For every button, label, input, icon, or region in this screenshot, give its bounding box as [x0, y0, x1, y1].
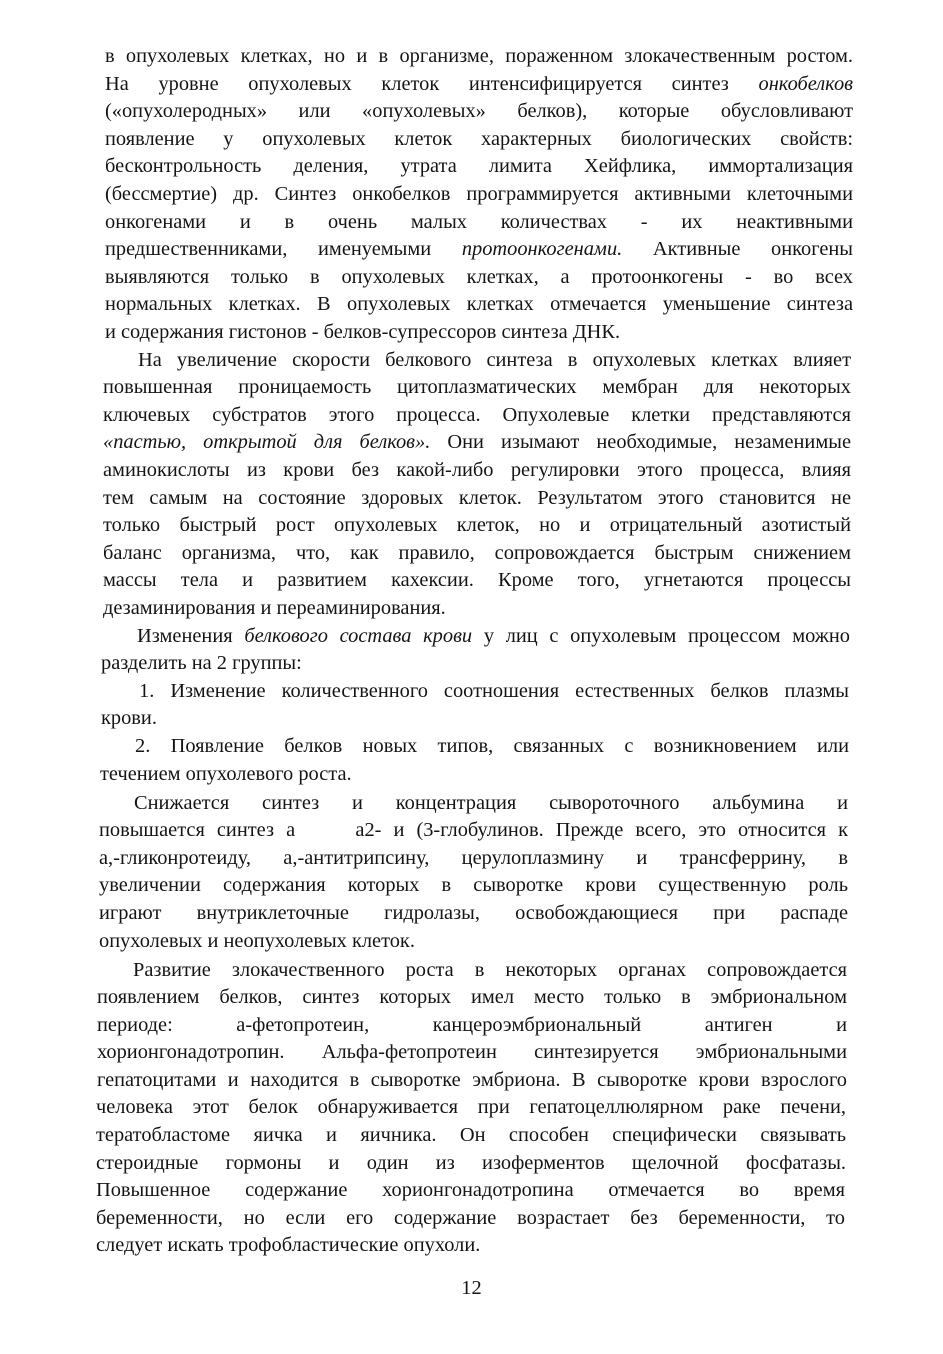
text-line: дезаминирования и переаминирования. — [103, 597, 446, 619]
text-line: 1. Изменение количественного соотношения естественных белков плазмы — [139, 680, 849, 702]
text-line: увеличении содержания которых в сыворотке крови существенную роль — [99, 874, 848, 896]
text-line: опухолевых и неопухолевых клеток. — [99, 930, 415, 952]
text-line: только быстрый рост опухолевых клеток, но и отрицательный азотистый — [103, 514, 851, 536]
text-line: гепатоцитами и находится в сыворотке эмбриона. В сыворотке крови взрослого — [97, 1069, 847, 1091]
text-line: периоде: а-фетопротеин, канцероэмбриональный антиген и — [97, 1014, 847, 1036]
text-line: онкогенами и в очень малых количествах - их неактивными — [105, 211, 853, 233]
text-line: тератобластоме яичка и яичника. Он способен специфически связывать — [96, 1124, 846, 1146]
text-line: тем самым на состояние здоровых клеток. Результатом этого становится не — [103, 487, 851, 509]
text-line: бесконтрольность деления, утрата лимита Хейфлика, иммортализация — [105, 155, 853, 177]
text-line: На уровне опухолевых клеток интенсифицируется синтез онкобелков — [105, 73, 853, 95]
page-number: 12 — [461, 1277, 482, 1299]
text-line: повышенная проницаемость цитоплазматических мембран для некоторых — [103, 376, 851, 398]
text-line: и содержания гистонов - белков-супрессоров синтеза ДНК. — [105, 321, 621, 343]
text-line: Изменения белкового состава крови у лиц с опухолевым процессом можно — [137, 625, 850, 647]
text-line: выявляются только в опухолевых клетках, а протоонкогены - во всех — [105, 266, 853, 288]
text-line: появлением белков, синтез которых имел место только в эмбриональном — [97, 986, 847, 1008]
text-line: («опухолеродных» или «опухолевых» белков), которые обусловливают — [105, 100, 853, 122]
text-line: в опухолевых клетках, но и в организме, пораженном злокачественным ростом. — [105, 45, 853, 67]
text-line: а,-гликонротеиду, а,-антитрипсину, церулоплазмину и трансферрину, в — [99, 847, 848, 869]
text-line: следует искать трофобластические опухоли. — [96, 1234, 481, 1256]
text-line: играют внутриклеточные гидролазы, освобождающиеся при распаде — [99, 902, 848, 924]
text-line: На увеличение скорости белкового синтеза в опухолевых клетках влияет — [138, 349, 851, 371]
text-line: нормальных клетках. В опухолевых клетках отмечается уменьшение синтеза — [105, 293, 853, 315]
text-line: беременности, но если его содержание возрастает без беременности, то — [96, 1207, 845, 1229]
text-line: хорионгонадотропин. Альфа-фетопротеин синтезируется эмбриональными — [97, 1041, 847, 1063]
text-line: человека этот белок обнаруживается при гепатоцеллюлярном раке печени, — [96, 1096, 846, 1118]
text-line: баланс организма, что, как правило, сопровождается быстрым снижением — [103, 542, 851, 564]
text-line: повышается синтез а а2- и (3-глобулинов. Прежде всего, это относится к — [99, 819, 848, 841]
text-line: ключевых субстратов этого процесса. Опухолевые клетки представляются — [103, 404, 851, 426]
text-line: «пастью, открытой для белков». Они изымают необходимые, незаменимые — [103, 431, 851, 453]
text-line: разделить на 2 группы: — [101, 652, 302, 674]
text-line: Повышенное содержание хорионгонадотропина отмечается во время — [96, 1179, 845, 1201]
text-line: (бессмертие) др. Синтез онкобелков программируется активными клеточными — [105, 183, 853, 205]
text-line: аминокислоты из крови без какой-либо регулировки этого процесса, влияя — [103, 459, 851, 481]
text-line: появление у опухолевых клеток характерных биологических свойств: — [105, 128, 853, 150]
text-line: массы тела и развитием кахексии. Кроме того, угнетаются процессы — [103, 569, 851, 591]
text-line: Снижается синтез и концентрация сывороточного альбумина и — [134, 792, 848, 814]
text-line: течением опухолевого роста. — [100, 763, 352, 785]
text-line: крови. — [101, 707, 157, 729]
text-line: Развитие злокачественного роста в некоторых органах сопровождается — [133, 959, 847, 981]
text-line: предшественниками, именуемыми протоонкогенами. Активные онкогены — [105, 238, 853, 260]
text-line: 2. Появление белков новых типов, связанных с возникновением или — [135, 735, 849, 757]
text-line: стероидные гормоны и один из изоферментов щелочной фосфатазы. — [96, 1152, 846, 1174]
